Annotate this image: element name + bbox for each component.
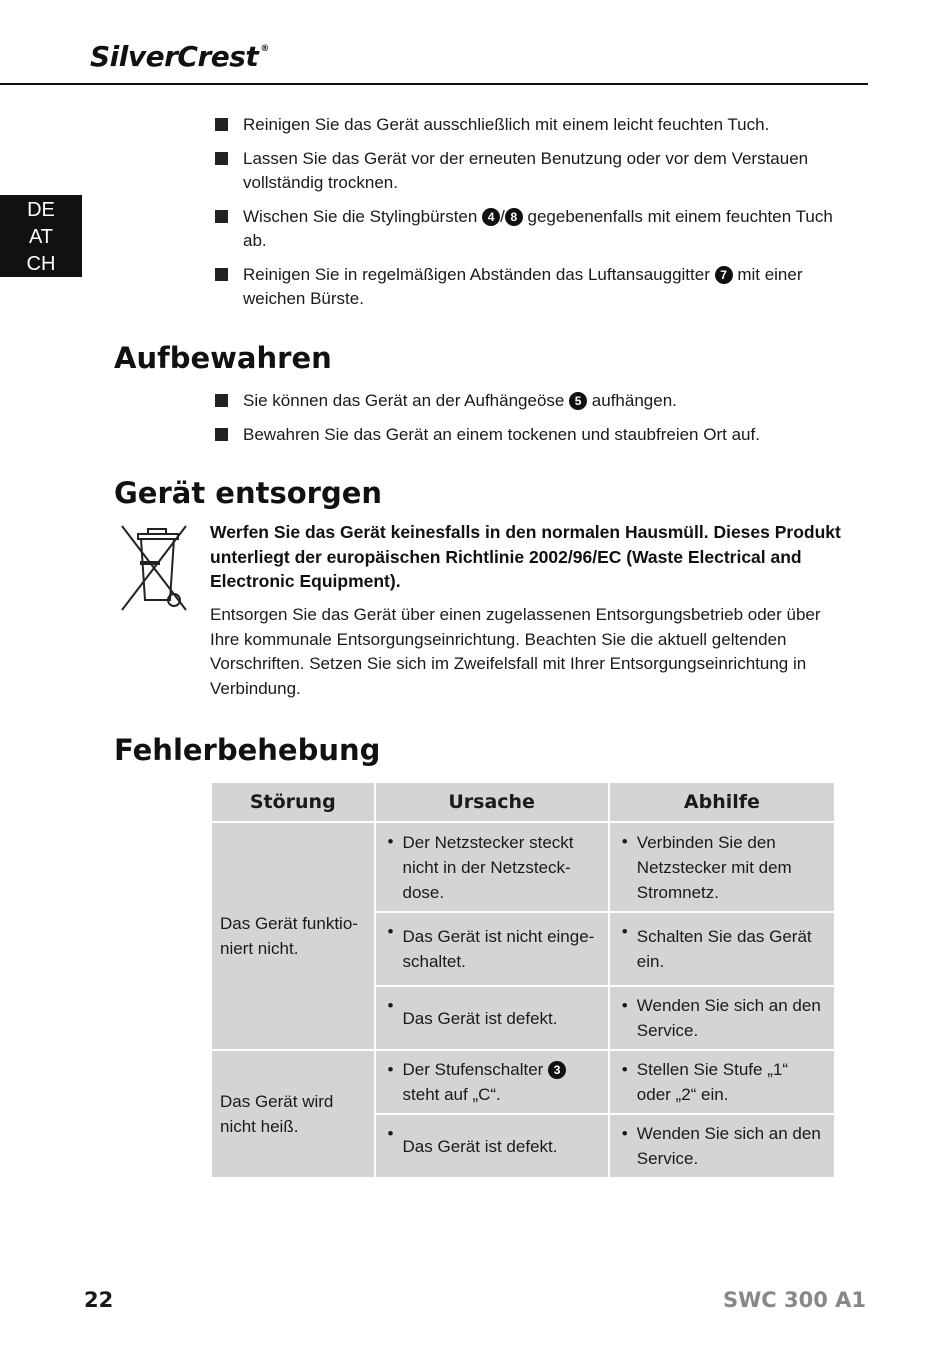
table-header-row <box>211 782 835 822</box>
list-item: Sie können das Gerät an der Aufhängeöse 5 aufhängen. <box>215 389 835 413</box>
page-number: 22 <box>84 1288 114 1312</box>
language-tab <box>0 195 82 277</box>
list-item: Reinigen Sie in regelmäßigen Abständen das Luftansauggitter 7 mit einer weichen Bürste. <box>215 263 835 311</box>
list-item: Wischen Sie die Stylingbürsten 4 / 8 gegebenenfalls mit einem feuchten Tuch ab. <box>215 205 835 253</box>
troubleshooting-heading: Fehlerbehebung <box>114 733 381 767</box>
column-header-remedy: Abhilfe <box>609 782 835 822</box>
cause-cell: • Der Netzstecker steckt nicht in der Netzsteck-dose. <box>375 822 609 912</box>
header-divider <box>0 83 868 85</box>
trademark-symbol: ® <box>260 44 269 54</box>
model-number: SWC 300 A1 <box>722 1288 866 1312</box>
bullet-square-icon <box>215 394 228 407</box>
disposal-warning: Werfen Sie das Gerät keinesfalls in den normalen Hausmüll. Dieses Produkt unterliegt der europäischen Richtlinie 2002/96/EC (Waste Electrical and Electronic Equipment). <box>210 522 841 591</box>
cause-cell: • Das Gerät ist nicht einge-schaltet. <box>375 912 609 986</box>
cleaning-list <box>215 113 835 321</box>
fault-cell: Das Gerät wird nicht heiß. <box>211 1050 375 1178</box>
cause-cell: • Das Gerät ist defekt. <box>375 986 609 1050</box>
list-item: Bewahren Sie das Gerät an einem tockenen und staubfreien Ort auf. <box>215 423 835 447</box>
troubleshooting-table <box>210 781 836 1179</box>
lang-at: AT <box>28 226 54 248</box>
bullet-square-icon <box>215 118 228 131</box>
part-number-badge: 5 <box>569 392 587 410</box>
storage-heading: Aufbewahren <box>114 341 332 375</box>
part-number-badge: 8 <box>505 208 523 226</box>
remedy-cell: • Stellen Sie Stufe „1“ oder „2“ ein. <box>609 1050 835 1114</box>
column-header-fault: Störung <box>211 782 375 822</box>
lang-de: DE <box>27 199 55 221</box>
bullet-square-icon <box>215 210 228 223</box>
part-number-badge: 4 <box>482 208 500 226</box>
cause-cell: • Das Gerät ist defekt. <box>375 1114 609 1178</box>
bullet-square-icon <box>215 268 228 281</box>
part-number-badge: 3 <box>548 1061 566 1079</box>
remedy-cell: • Schalten Sie das Gerät ein. <box>609 912 835 986</box>
remedy-cell: • Wenden Sie sich an den Service. <box>609 1114 835 1178</box>
cause-cell: • Der Stufenschalter 3 steht auf „C“. <box>375 1050 609 1114</box>
storage-list <box>215 389 835 457</box>
part-number-badge: 7 <box>715 266 733 284</box>
disposal-heading: Gerät entsorgen <box>114 476 383 510</box>
fault-cell: Das Gerät funktio-niert nicht. <box>211 822 375 1050</box>
table-row <box>211 1050 835 1114</box>
list-item: Lassen Sie das Gerät vor der erneuten Benutzung oder vor dem Verstauen vollständig trocknen. <box>215 147 835 195</box>
bullet-square-icon <box>215 428 228 441</box>
crossed-out-bin-icon <box>118 522 190 614</box>
table-row <box>211 822 835 912</box>
lang-ch: CH <box>26 253 56 275</box>
remedy-cell: • Verbinden Sie den Netzstecker mit dem Stromnetz. <box>609 822 835 912</box>
remedy-cell: • Wenden Sie sich an den Service. <box>609 986 835 1050</box>
bullet-square-icon <box>215 152 228 165</box>
brand-logo <box>90 40 269 73</box>
brand-name: SilverCrest <box>90 40 259 73</box>
list-item: Reinigen Sie das Gerät ausschließlich mit einem leicht feuchten Tuch. <box>215 113 835 137</box>
column-header-cause: Ursache <box>375 782 609 822</box>
disposal-instructions: Entsorgen Sie das Gerät über einen zugelassenen Entsorgungsbetrieb oder über Ihre kommunale Entsorgungseinrichtung. Beachten Sie die aktuell geltenden Vorschriften. Setzen Sie sich im Zweifelsfall mit Ihrer Entsorgungseinrichtung in Verbindung. <box>210 605 821 698</box>
